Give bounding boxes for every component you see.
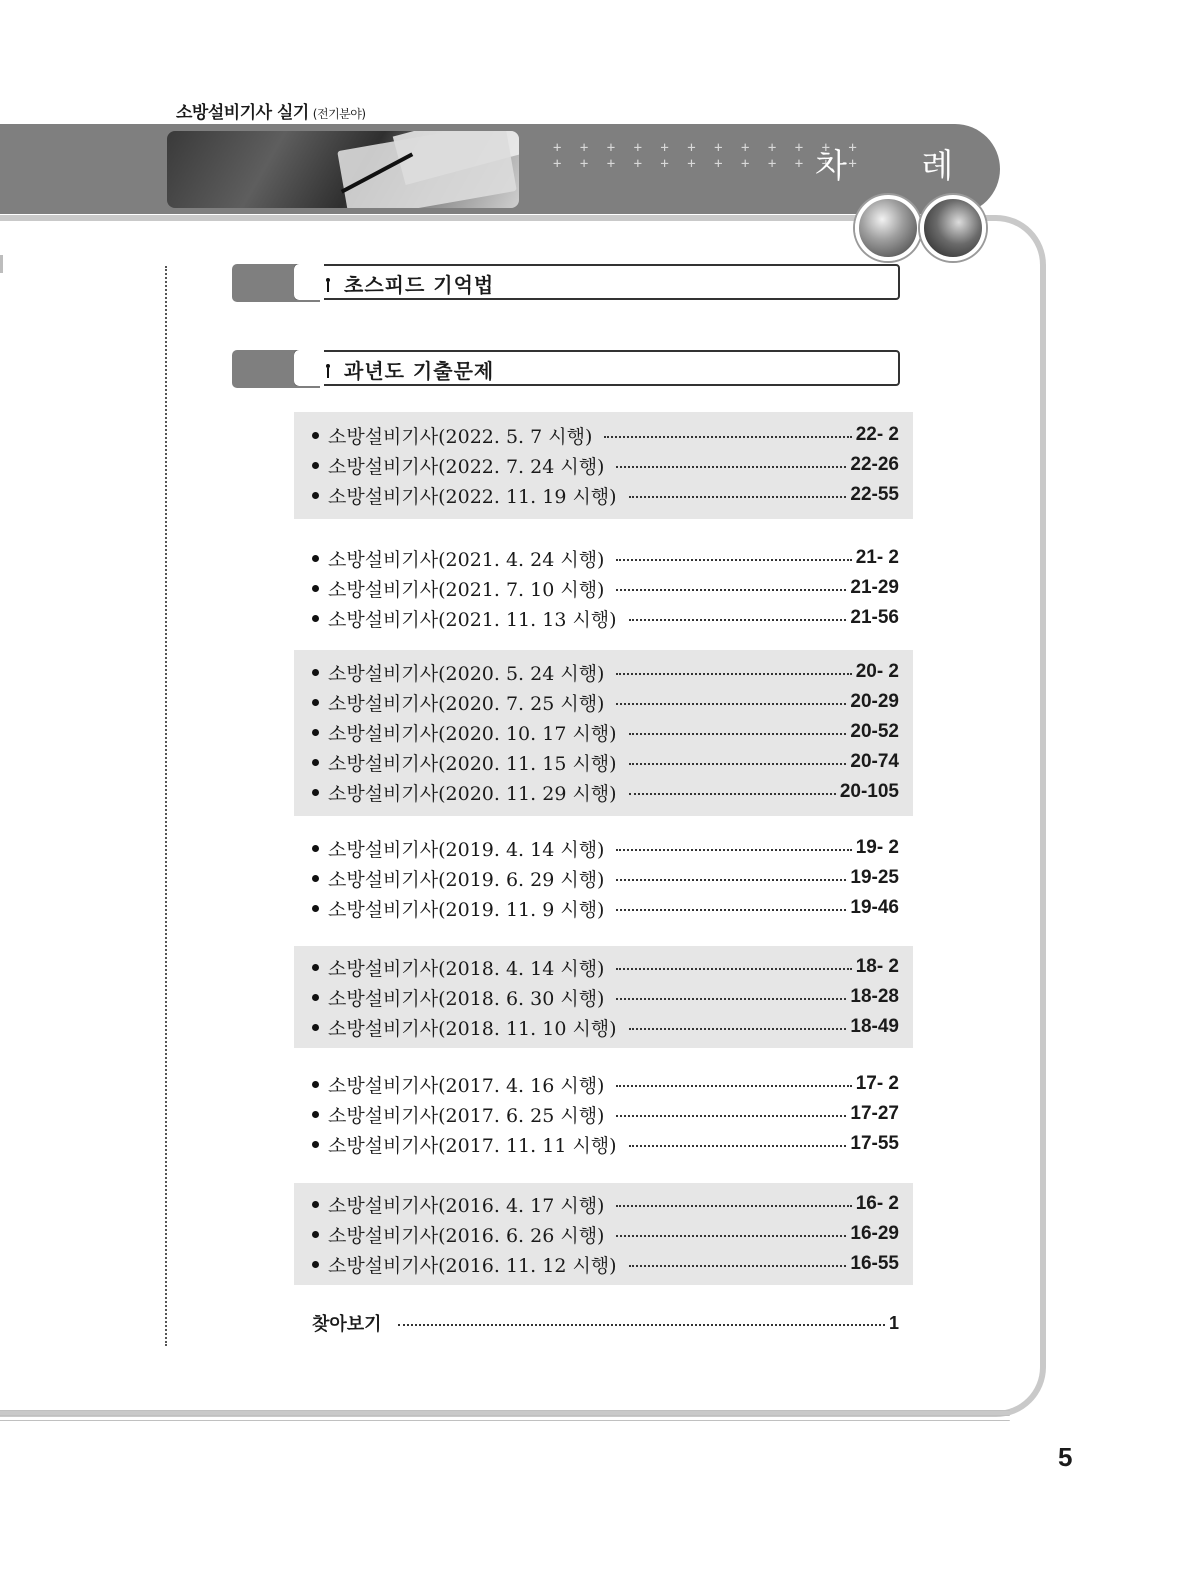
index-page: 1 <box>888 1312 899 1333</box>
toc-entry[interactable]: 소방설비기사(2022. 7. 24 시행) 22-26 <box>312 450 899 480</box>
toc-group-2018 <box>294 946 913 1048</box>
toc-page: 20-52 <box>850 721 899 742</box>
bullet-icon <box>312 994 319 1001</box>
toc-page: 21- 2 <box>855 547 899 568</box>
toc-entry[interactable]: 소방설비기사(2017. 11. 11 시행) 17-55 <box>312 1129 899 1159</box>
bullet-icon <box>312 905 319 912</box>
toc-page: 20-29 <box>850 691 899 712</box>
toc-entry[interactable]: 소방설비기사(2018. 11. 10 시행) 18-49 <box>312 1012 899 1042</box>
bullet-icon <box>312 1024 319 1031</box>
toc-group-2022 <box>294 412 913 519</box>
bullet-icon <box>312 875 319 882</box>
firefighter-orb-icon <box>920 195 986 261</box>
toc-entry[interactable]: 소방설비기사(2018. 6. 30 시행) 18-28 <box>312 982 899 1012</box>
toc-page: 19-25 <box>850 867 899 888</box>
toc-entry[interactable]: 소방설비기사(2022. 11. 19 시행) 22-55 <box>312 480 899 510</box>
bullet-icon <box>312 789 319 796</box>
magnifier-orb-icon <box>855 195 921 261</box>
bullet-icon <box>312 492 319 499</box>
banner-photo <box>167 131 519 208</box>
frame-bottom-lines <box>0 1410 1010 1432</box>
toc-entry[interactable]: 소방설비기사(2020. 7. 25 시행) 20-29 <box>312 687 899 717</box>
toc-entry[interactable]: 소방설비기사(2021. 7. 10 시행) 21-29 <box>312 573 899 603</box>
toc-page: 20-105 <box>839 781 899 802</box>
bullet-icon <box>312 1081 319 1088</box>
bullet-icon <box>312 964 319 971</box>
bullet-icon <box>312 699 319 706</box>
toc-entry[interactable]: 소방설비기사(2020. 5. 24 시행) 20- 2 <box>312 657 899 687</box>
toc-page: 21-29 <box>850 577 899 598</box>
toc-entry[interactable]: 소방설비기사(2019. 4. 14 시행) 19- 2 <box>312 833 899 863</box>
toc-page: 18-28 <box>850 986 899 1007</box>
book-title-main: 소방설비기사 실기 <box>176 103 309 123</box>
margin-dotted-line <box>165 266 167 1346</box>
bullet-icon <box>312 845 319 852</box>
bullet-icon <box>312 462 319 469</box>
toc-page: 16-55 <box>850 1253 899 1274</box>
toc-entry[interactable]: 소방설비기사(2016. 6. 26 시행) 16-29 <box>312 1219 899 1249</box>
toc-page: 20-74 <box>850 751 899 772</box>
bullet-icon <box>312 555 319 562</box>
bullet-icon <box>312 669 319 676</box>
cross-pattern: + + + + + + + + + + + + + + + + + + + + + + + + <box>553 140 862 172</box>
toc-page: 16- 2 <box>855 1193 899 1214</box>
side-mark <box>0 255 3 273</box>
bullet-icon <box>312 585 319 592</box>
toc-entry[interactable]: 소방설비기사(2022. 5. 7 시행) 22- 2 <box>312 420 899 450</box>
toc-entry[interactable]: 소방설비기사(2016. 11. 12 시행) 16-55 <box>312 1249 899 1279</box>
toc-page: 22- 2 <box>855 424 899 445</box>
book-title <box>176 98 366 123</box>
bullet-icon <box>312 432 319 439</box>
bullet-icon <box>312 1231 319 1238</box>
toc-group-2020 <box>294 650 913 816</box>
section-past-exams <box>232 350 900 388</box>
toc-entry[interactable]: 소방설비기사(2020. 10. 17 시행) 20-52 <box>312 717 899 747</box>
bullet-icon <box>312 1261 319 1268</box>
toc-page: 22-26 <box>850 454 899 475</box>
toc-page: 17-55 <box>850 1133 899 1154</box>
toc-group-2016 <box>294 1183 913 1285</box>
toc-entry[interactable]: 소방설비기사(2021. 4. 24 시행) 21- 2 <box>312 543 899 573</box>
bullet-icon <box>312 615 319 622</box>
toc-entry[interactable]: 소방설비기사(2020. 11. 29 시행) 20-105 <box>312 777 899 807</box>
toc-page: 22-55 <box>850 484 899 505</box>
toc-group-2019 <box>294 825 913 925</box>
toc-entry[interactable]: 소방설비기사(2020. 11. 15 시행) 20-74 <box>312 747 899 777</box>
toc-heading: 차 례 <box>815 146 986 185</box>
toc-entry[interactable]: 소방설비기사(2021. 11. 13 시행) 21-56 <box>312 603 899 633</box>
book-title-sub: (전기분야) <box>312 107 366 121</box>
toc-entry[interactable]: 소방설비기사(2017. 4. 16 시행) 17- 2 <box>312 1069 899 1099</box>
page-number: 5 <box>1058 1442 1073 1472</box>
toc-group-2017 <box>294 1062 913 1162</box>
section-speed-memory <box>232 264 900 302</box>
toc-page: 18-49 <box>850 1016 899 1037</box>
section-label: 과년도 기출문제 <box>344 359 495 383</box>
toc-entry[interactable]: 소방설비기사(2018. 4. 14 시행) 18- 2 <box>312 952 899 982</box>
toc-entry[interactable]: 소방설비기사(2019. 6. 29 시행) 19-25 <box>312 863 899 893</box>
toc-entry[interactable]: 소방설비기사(2017. 6. 25 시행) 17-27 <box>312 1099 899 1129</box>
toc-page: 18- 2 <box>855 956 899 977</box>
bullet-icon <box>312 1201 319 1208</box>
toc-page: 20- 2 <box>855 661 899 682</box>
bullet-icon <box>312 729 319 736</box>
bullet-icon <box>312 1141 319 1148</box>
bullet-icon <box>312 759 319 766</box>
toc-page: 21-56 <box>850 607 899 628</box>
toc-page: 19- 2 <box>855 837 899 858</box>
toc-entry[interactable]: 소방설비기사(2019. 11. 9 시행) 19-46 <box>312 893 899 923</box>
toc-page: 17- 2 <box>855 1073 899 1094</box>
index-label: 찾아보기 <box>312 1314 382 1335</box>
toc-entry-index[interactable] <box>312 1308 899 1338</box>
toc-page: 16-29 <box>850 1223 899 1244</box>
section-label: 초스피드 기억법 <box>344 273 495 297</box>
toc-page: 17-27 <box>850 1103 899 1124</box>
toc-entry[interactable]: 소방설비기사(2016. 4. 17 시행) 16- 2 <box>312 1189 899 1219</box>
toc-page: 19-46 <box>850 897 899 918</box>
bullet-icon <box>312 1111 319 1118</box>
toc-group-2021 <box>294 535 913 635</box>
